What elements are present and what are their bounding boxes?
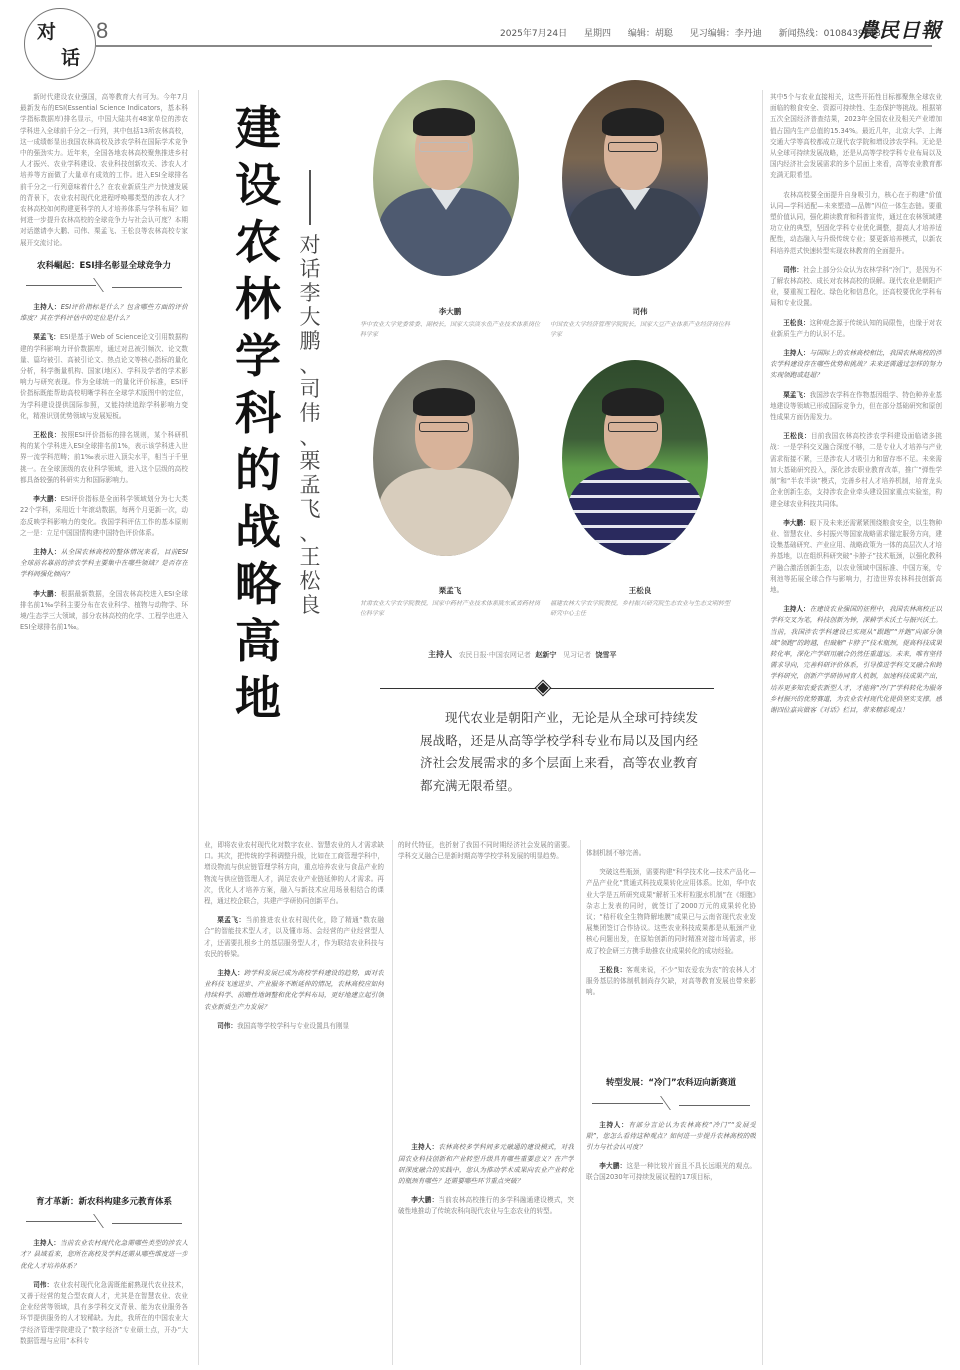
answer-si-wei-3: 司伟：社会上部分公众认为农林学科“冷门”，是因为不了解农林高校、成长对农林高校的误解。现代农业是朝阳产业，要重视工程化、绿色化和信息化，还高校要优化学科布局和专业设置。 (770, 265, 942, 308)
section-rule-2 (26, 1214, 182, 1228)
caption-desc: 华中农业大学党委常委、副校长，国家大宗淡水鱼产业技术体系岗位科学家 (360, 321, 541, 338)
answer-li-dapeng-3: 李大鹏：当前农林高校推行的多学科融通建设模式，突破性地推动了传统农科向现代农业与生态农业的转型。 (398, 1196, 574, 1216)
host-question-4: 主持人：跨学科发展已成为高校学科建设的趋势，面对农业科技飞速进步、产业服务不断延伸的情况，农林高校应如何持续科学、前瞻性地调整和优化学科布局，更好地建立起引领农业新质生产力发展？ (204, 969, 384, 1011)
paper-logo: 農民日報 (858, 18, 942, 42)
column-6 (770, 92, 942, 1362)
trainee-editor: 见习编辑：李丹迪 (689, 29, 762, 39)
paragraph: 业，即将农业农村现代化对数字农业、智慧农业的人才需求缺口。其次，把传统的学科调整升级，比如在工商管理学科中，增设物流与供应链管理学科方向，重点培养农业与食品产业的物流与供应链管理人才，满足农业产业链延伸的人才需求。再次，优化人才培养方案，融入与新技术应用场景相结合的课程，通过校企联合，共建产学研协同创新平台。 (204, 841, 384, 906)
host-question-2: 主持人：从全国农林高校的整体情况来看，目前ESI全球前名靠前的涉农学科主要集中在哪些领域？是否存在学科间强化倾向？ (20, 547, 188, 579)
portrait-wang-songliang (562, 360, 708, 556)
portrait-li-mengfei (373, 360, 519, 556)
portrait-li-dapeng (373, 80, 519, 276)
intro-paragraph: 新时代建设农业强国，高等教育大有可为。今年7月最新发布的ESI(Essential Science Indicators，基本科学指标数据库)排名显示，中国大陆共有48家单位的涉农学科进入全球前千分之一行列，其中包括13所农林高校，这一成绩彰显出我国农林高校及涉农学科在国际学术竞争中的强劲实力。近年来，全国各地农林高校聚焦推进乡村人才振兴、农业学科建设、农业科技创新攻关、涉农人才培养等方面做了大量卓有成效的工作。进入ESI全球排名前千分之一行列意味着什么？在农业新质生产力快速发展的背景下，农业农村现代化进程呼唤哪类型的涉农人才？农林高校如何构建更科学的人才培养体系与学科布局？如何进一步提升农林高校的全球竞争力与社会认可度？本期对话邀请李大鹏、司伟、栗孟飞、王松良等农林高校专家展开交流讨论。 (20, 93, 188, 247)
answer-si-wei-2: 司伟：我国高等学校学科与专业设置具有刚显 (217, 1021, 350, 1030)
subtitle-dash (309, 170, 311, 225)
weekday: 星期四 (583, 29, 611, 39)
answer-si-wei: 司伟：农业农村现代化急需既能耐熟现代农业技术，又善于经营的复合型农商人才，尤其是在智慧农业、农业企业经营等领域，具有多学科交叉背景、能为农业服务各环节提供服务的人才较稀缺。为此，我所在的中国农业大学经济管理学院建设了“数字经济”专业硕士点，开办“大数据管理与应用”本科专 (20, 1280, 188, 1345)
answer-li-dapeng-4: 李大鹏：这是一种比较片面且不具长远眼光的观点。联合国2030年可持续发展议程的17项目标， (586, 1162, 756, 1182)
hotline: 新闻热线：01084395137 (778, 29, 887, 39)
caption-desc: 福建农林大学农学院教授，乡村振兴研究院生态农业与生态文明转型研究中心主任 (550, 600, 731, 617)
answer-li-dapeng: 李大鹏：ESI评价指标是全面科学领域划分为七大类22个学科，采用近十年滚动数据，每两个月更新一次，动态反映学科影响力的变化。我国学科评估工作的基本原则之一是：立足中国国情构建中国特色评价体系。 (20, 495, 188, 537)
caption-si-wei (550, 306, 730, 340)
answer-li-mengfei-3: 栗孟飞：我国涉农学科在作物基因组学、特色种养业基地建设等领域已形成国际竞争力，但在部分基础研究和原创性成果方面仍需发力。 (770, 390, 942, 422)
caption-desc: 甘肃农业大学农学院教授，国家中药材产业技术体系陇东贰省药材岗位科学家 (360, 600, 541, 617)
column-1-section-2 (20, 1185, 188, 1365)
caption-name: 王松良 (628, 586, 652, 595)
paragraph: 农林高校要全面提升自身吸引力，核心在于构建“价值认同—学科适配—未来塑造—品牌”四位一体生态链。要重塑价值认同，强化耕读教育和科普宣传，通过在农林领域建功立业的典型，坚固化学科专业优化调整，提高人才培养适配性，动态融入与升级传统专业；要更新培养模式，以新农科培养范式快速转型实现农林教育的全面提升。 (770, 190, 942, 255)
answer-wang-songliang-3: 王松良：这种观念源于传统认知的局限性，也缘于对农业新质生产力的认识不足。 (770, 318, 942, 338)
section-heading-2: 育才革新：新农科构建多元教育体系 (35, 1197, 172, 1207)
answer-wang-songliang-4: 王松良：目前我国农林高校涉农学科建设面临诸多挑战：一是学科交叉融合深度不够，二是专业人才培养与产业需求衔接不紧，三是涉农人才吸引力和留存率不足。未来需加大基础研究投入，深化涉农职业教育改革，推广“弹性学制”和“半农半读”模式，完善乡村人才培养机制，培育龙头企业创新生态，支持涉农企业牵头建设国家重点实验室，构建全球农业科技共同体。 (770, 432, 942, 508)
masthead-rule (96, 45, 932, 47)
caption-name: 司伟 (632, 307, 648, 316)
column-4 (398, 840, 574, 1365)
paragraph: 体制机制不够完善。 (586, 849, 646, 857)
paragraph: 突破这些瓶颈，需要构建“科学技术化—技术产品化—产品产业化”贯通式科技成果转化应用体系。比如，华中农业大学是五所研究成果“解析玉米秆粒脱水机制”在《细胞》杂志上发表的同时，就签订了2000万元的成果转化协议；“秸秆收全生物降解地膜”成果已与云南省现代农业发展集团签订合作协议。这些农业科技成果都是从瓶颈产业核心问题出发，在原始创新的同时精准对接市场需求，形成了校企研三方携手助推农业成果转化的成功经验。 (586, 868, 756, 955)
section-char-1: 对 (37, 21, 57, 43)
answer-li-dapeng-2: 李大鹏：根据最新数据，全国农林高校进入ESI全球排名前1‰学科主要分布在农业科学、植物与动物学、环境/生态学三大领域，部分农林高校的化学、工程学也进入ESI全球排名前1‰。 (20, 589, 188, 632)
host-closing: 主持人：在建设农业强国的征程中，我国农林高校正以学科交叉为笔，科技创新为钟，深耕学术沃土与振兴沃土。当前，我国涉农学科建设已实现从“跟跑”“并跑”向部分领域“领跑”的跨越，但破解“卡脖子”技术瓶颈，提高科技成果转化率，深化产学研用融合仍然任重道远。未来，唯有坚持需求导向，完善科研评价体系，引导推进学科交叉融合和跨学科研究，创新产学研协同育人机制，加速科技成果产出，培养更多知农爱农新型人才，才能将“冷门”学科转化为服务乡村振兴的优势赛道，为农业农村现代化提供坚实支撑。感谢四位嘉宾做客《对话》栏目，带来精彩观点！ (770, 605, 942, 714)
section-rule-1 (26, 278, 182, 292)
headline: 建 设 农 林 学 科 的 战 略 高 地 (235, 101, 281, 725)
answer-wang-songliang: 王松良：按照ESI评价指标的排名规则，某个科研机构的某个学科进入ESI全球排名前1%，表示该学科进入世界一流学科范畴；前1‰表示进入顶尖水平，相当于千里挑一。在全球顶级的农业科学领域，进入这个层级的高校都具备较强的科研实力和国际影响力。 (20, 431, 188, 484)
host-question-7: 主持人：与国际上的农林高校相比，我国农林高校的涉农学科建设存在哪些优势和挑战？未来还需通过怎样的努力实现领跑或赶超？ (770, 349, 942, 380)
editor: 编辑：胡聪 (627, 29, 673, 39)
section-badge (24, 8, 96, 80)
caption-name: 栗孟飞 (438, 586, 462, 595)
column-3 (204, 840, 384, 1365)
caption-wang-songliang (550, 585, 730, 619)
section-char-2: 话 (61, 47, 81, 69)
page-number: 8 (96, 18, 109, 43)
column-divider (580, 840, 581, 1365)
caption-li-mengfei (360, 585, 540, 619)
answer-li-mengfei: 栗孟飞：ESI是基于Web of Science论文引用数据构建的学科影响力评价数据库，通过对总被引频次、论文数量、篇均被引、高被引论文、热点论文等核心指标的量化分析，科学衡量机构、国家(地区)、学科及学者的学术影响力与研究表现。作为全球统一的量化评价标准，ESI评价指标既能帮助高校明晰学科在全球学术版图中的定位，为学科建设提供国际参照，又能持续追踪学科影响力变化，精准识别优势领域与发展短板。 (20, 333, 188, 420)
host-question-3: 主持人：当前农业农村现代化急需哪些类型的涉农人才？县域看来，您所在高校及学科还需从哪些维度进一步优化人才培养体系？ (20, 1239, 188, 1270)
lead-paragraph: 现代农业是朝阳产业，无论是从全球可持续发展战略，还是从高等学校学科专业布局以及国内经济社会发展需求的多个层面上来看，高等农业教育都充满无限希望。 (420, 710, 698, 793)
caption-li-dapeng (360, 306, 540, 340)
host-byline: 主持人 农民日报·中国农网记者 赵新宁 见习记者 饶雪平 (428, 650, 617, 659)
answer-wang-songliang-2: 王松良：客观来说，不少“知农爱农为农”的农林人才服务基层的体制机制尚存欠缺，对高等教育发展也带来影响。 (586, 965, 756, 997)
masthead (0, 0, 960, 69)
column-divider (198, 90, 199, 1365)
column-divider (392, 840, 393, 1365)
caption-name: 李大鹏 (438, 307, 462, 316)
caption-desc: 中国农业大学经济管理学院院长，国家大豆产业体系产业经济岗位科学家 (550, 321, 731, 338)
column-5 (586, 848, 756, 1365)
column-1 (20, 92, 188, 1362)
answer-li-mengfei-2: 栗孟飞：当前推进农业农村现代化，除了精通“数农融合”的智能技术型人才，以及懂市场、会经营的产业经营型人才，还需要扎根乡土的基层服务型人才，作为联结农业科技与农民的桥梁。 (204, 916, 384, 958)
answer-li-dapeng-5: 李大鹏：眼下及未来还需紧紧围绕粮食安全，以生物种业、智慧农业、乡村振兴等国家战略需求锚定服务方向，建设集基础研究、产业应用、战略政策为一体的高层次人才培养基地，以在组织科研突破“卡脖子”技术瓶颈，以强化教科产融合激活创新生态，以农业领域中国标准、中国方案，专利池等拓展全球合作与影响力，打造世界农林科技创新高地。 (770, 518, 942, 594)
masthead-info (500, 26, 901, 39)
paragraph: 的时代特征，也折射了我国不同时期经济社会发展的需要。学科交叉融合已是新时期高等学校学科发展的明显趋势。 (398, 841, 574, 861)
host-question-6: 主持人：有部分言论认为农林高校“冷门”“发展受限”，您怎么看待这种观点？如何进一步提升农林高校的吸引力与社会认可度？ (586, 1120, 756, 1152)
portrait-si-wei (562, 80, 708, 276)
section-heading-3: 转型发展：“冷门”农科迈向新赛道 (605, 1078, 737, 1089)
host-question-1: 主持人：ESI评价指标是什么？包含哪些方面的评价维度？其在学科评估中的定位是什么？ (20, 303, 188, 323)
section-rule-3 (592, 1096, 750, 1110)
host-question-5: 主持人：农林高校多学科间多元融通的建设模式，对我国农业科技创新和产业转型升级具有哪些重要意义？在产学研深度融合的实践中，您认为推动学术成果向农业产业转化的瓶颈有哪些？还需要哪些环节重点突破？ (398, 1143, 574, 1186)
section-heading-1: 农科崛起：ESI排名彰显全球竞争力 (36, 260, 172, 271)
date: 2025年7月24日 (500, 29, 568, 39)
diamond-ornament-icon (536, 681, 550, 695)
paragraph: 其中5个与农业直接相关，这些开拓性目标都聚焦全球农业面临的粮食安全、资源可持续性、生态保护等挑战。根据第五次全国经济普查结果，2023年全国农业及相关产业增加值占国内生产总值的15.34%。最近几年，北京大学、上海交通大学等高校都成立现代农学院和增设涉农学科。无论是从全球可持续发展战略，还是从高等学校学科专业布局以及国内经济社会发展需求的多个层面上来看，高等农业教育都充满无限希望。 (770, 93, 942, 180)
column-divider (762, 90, 763, 1365)
subheadline: 对 话 李 大 鹏 、 司 伟 、 栗 孟 飞 、 王 松 良 (296, 170, 324, 617)
